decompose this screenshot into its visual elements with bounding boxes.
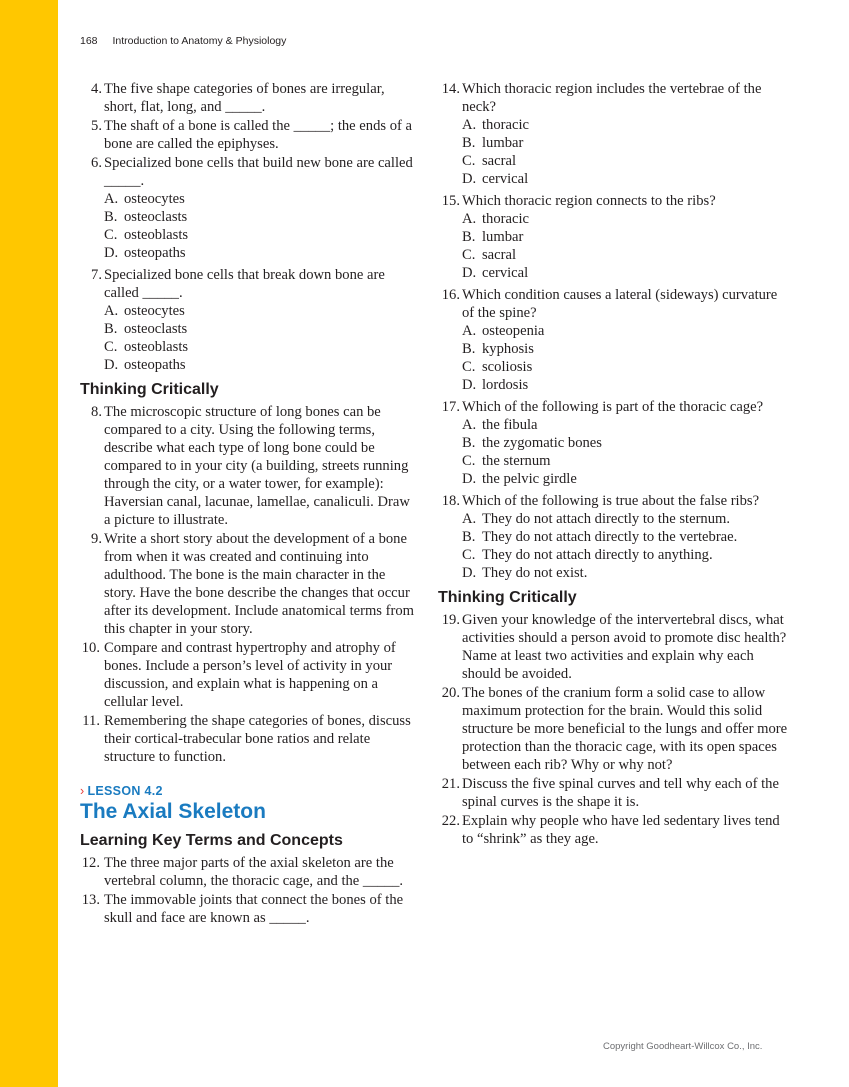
- lesson-title: The Axial Skeleton: [80, 800, 266, 823]
- option-letter: B.: [462, 341, 476, 357]
- option-b: [462, 134, 788, 152]
- question-text: The bones of the cranium form a solid case to allow maximum protection for the brain. Would this solid structure be more beneficial to the lungs and offer more protection than the thoracic cage, with its open spaces between each rib? Why or why not?: [462, 685, 788, 773]
- option-letter: A.: [104, 191, 119, 207]
- question-text: Remembering the shape categories of bones, discuss their cortical-trabecular bone ratios and relate structure to function.: [104, 713, 411, 765]
- option-text: thoracic: [482, 117, 529, 133]
- question-number: 22.: [441, 813, 460, 829]
- option-letter: D.: [462, 171, 477, 187]
- option-text: They do not attach directly to the sternum.: [482, 511, 731, 527]
- question-number: 14.: [441, 81, 460, 97]
- option-c: [462, 246, 788, 264]
- answer-options: [462, 322, 788, 394]
- question-16: [438, 286, 788, 394]
- option-letter: B.: [462, 435, 476, 451]
- option-text: sacral: [482, 153, 517, 169]
- option-letter: A.: [462, 511, 477, 527]
- question-7: [80, 266, 420, 374]
- question-number: 16.: [441, 287, 460, 303]
- question-17: [438, 398, 788, 488]
- question-text: Which of the following is part of the thoracic cage?: [462, 399, 764, 415]
- option-text: cervical: [482, 265, 529, 281]
- option-b: [462, 528, 788, 546]
- question-number: 6.: [91, 155, 102, 171]
- option-text: lumbar: [482, 135, 524, 151]
- question-15: [438, 192, 788, 282]
- question-text: The immovable joints that connect the bones of the skull and face are known as _____.: [104, 892, 404, 926]
- question-9: [80, 530, 420, 638]
- option-letter: C.: [462, 547, 476, 563]
- question-number: 11.: [82, 713, 100, 729]
- question-4: [80, 80, 420, 116]
- question-text: The microscopic structure of long bones can be compared to a city. Using the following terms, describe what each type of long bone could be compared to in your city (a building, streets running through the city, or a water tower, for example): Haversian canal, lacunae, lamellae, canaliculi. Draw a picture to illustrate.: [104, 404, 410, 528]
- question-5: [80, 117, 420, 153]
- question-number: 10.: [81, 640, 100, 656]
- question-6: [80, 154, 420, 262]
- option-text: osteopaths: [124, 357, 186, 373]
- question-number: 4.: [91, 81, 102, 97]
- copyright-footer: Copyright Goodheart-Willcox Co., Inc.: [603, 1041, 763, 1052]
- option-text: the sternum: [482, 453, 551, 469]
- option-c: [462, 452, 788, 470]
- option-text: scoliosis: [482, 359, 533, 375]
- option-text: osteocytes: [124, 303, 185, 319]
- option-d: [462, 564, 788, 582]
- option-letter: D.: [104, 357, 119, 373]
- option-letter: C.: [462, 247, 476, 263]
- question-22: [438, 812, 788, 848]
- option-text: They do not attach directly to the vertebrae.: [482, 529, 738, 545]
- option-a: [462, 210, 788, 228]
- option-a: [462, 416, 788, 434]
- option-letter: A.: [462, 117, 477, 133]
- option-text: osteopaths: [124, 245, 186, 261]
- chevron-right-icon: ›: [80, 784, 85, 798]
- question-number: 8.: [91, 404, 102, 420]
- option-d: [462, 170, 788, 188]
- option-letter: D.: [104, 245, 119, 261]
- question-12: [80, 854, 420, 890]
- option-d: [104, 356, 420, 374]
- option-letter: B.: [462, 529, 476, 545]
- option-b: [462, 434, 788, 452]
- question-11: [80, 712, 420, 766]
- question-number: 19.: [441, 612, 460, 628]
- question-number: 18.: [441, 493, 460, 509]
- question-20: [438, 684, 788, 774]
- option-b: [104, 208, 420, 226]
- option-text: lumbar: [482, 229, 524, 245]
- option-text: osteopenia: [482, 323, 545, 339]
- question-text: The shaft of a bone is called the _____; the ends of a bone are called the epiphyses.: [104, 118, 412, 152]
- question-text: The five shape categories of bones are irregular, short, flat, long, and _____.: [104, 81, 385, 115]
- option-text: the zygomatic bones: [482, 435, 602, 451]
- question-text: Compare and contrast hypertrophy and atrophy of bones. Include a person’s level of activity in your discussion, and explain what is happening on a cellular level.: [104, 640, 396, 710]
- question-text: Which of the following is true about the false ribs?: [462, 493, 760, 509]
- question-text: Given your knowledge of the intervertebral discs, what activities should a person avoid to promote disc health? Name at least two activities and explain why each should be avoided.: [462, 612, 787, 682]
- option-text: thoracic: [482, 211, 529, 227]
- right-column: [438, 80, 788, 849]
- question-number: 9.: [91, 531, 102, 547]
- answer-options: [462, 116, 788, 188]
- option-a: [462, 510, 788, 528]
- option-d: [104, 244, 420, 262]
- option-c: [462, 358, 788, 376]
- option-letter: D.: [462, 265, 477, 281]
- option-letter: C.: [104, 339, 118, 355]
- question-21: [438, 775, 788, 811]
- answer-options: [462, 210, 788, 282]
- option-text: cervical: [482, 171, 529, 187]
- left-column: [80, 80, 420, 928]
- question-number: 20.: [441, 685, 460, 701]
- option-d: [462, 376, 788, 394]
- option-text: osteoclasts: [124, 321, 188, 337]
- option-c: [104, 226, 420, 244]
- option-text: They do not attach directly to anything.: [482, 547, 713, 563]
- option-letter: A.: [104, 303, 119, 319]
- option-letter: C.: [462, 153, 476, 169]
- question-18: [438, 492, 788, 582]
- section-heading-thinking-critically-2: Thinking Critically: [438, 589, 577, 606]
- section-heading-thinking-critically: Thinking Critically: [80, 381, 219, 398]
- option-text: osteocytes: [124, 191, 185, 207]
- option-a: [104, 302, 420, 320]
- option-d: [462, 470, 788, 488]
- page-number: 168: [80, 35, 98, 47]
- lesson-tag: [80, 784, 420, 798]
- question-text: Which thoracic region connects to the ribs?: [462, 193, 716, 209]
- option-c: [462, 546, 788, 564]
- option-letter: C.: [104, 227, 118, 243]
- question-text: Which thoracic region includes the vertebrae of the neck?: [462, 81, 762, 115]
- lesson-number: LESSON 4.2: [87, 784, 163, 798]
- question-10: [80, 639, 420, 711]
- question-number: 5.: [91, 118, 102, 134]
- option-text: sacral: [482, 247, 517, 263]
- option-letter: D.: [462, 377, 477, 393]
- option-c: [462, 152, 788, 170]
- option-text: kyphosis: [482, 341, 534, 357]
- option-letter: B.: [104, 209, 118, 225]
- answer-options: [462, 510, 788, 582]
- question-number: 7.: [91, 267, 102, 283]
- question-13: [80, 891, 420, 927]
- question-number: 21.: [441, 776, 460, 792]
- option-d: [462, 264, 788, 282]
- answer-options: [104, 190, 420, 262]
- running-header: [80, 35, 286, 47]
- option-letter: B.: [462, 229, 476, 245]
- option-letter: A.: [462, 211, 477, 227]
- question-text: Write a short story about the development of a bone from when it was created and continuing into adulthood. The bone is the main character in the story. Have the bone describe the changes that occur after its development. Include anatomical terms from this chapter in your story.: [104, 531, 415, 637]
- option-b: [462, 228, 788, 246]
- question-text: Specialized bone cells that break down bone are called _____.: [104, 267, 385, 301]
- question-number: 13.: [81, 892, 100, 908]
- option-letter: D.: [462, 471, 477, 487]
- option-text: the pelvic girdle: [482, 471, 577, 487]
- answer-options: [462, 416, 788, 488]
- question-number: 15.: [441, 193, 460, 209]
- option-a: [462, 116, 788, 134]
- question-number: 12.: [81, 855, 100, 871]
- question-text: The three major parts of the axial skeleton are the vertebral column, the thoracic cage, and the _____.: [104, 855, 404, 889]
- book-title: Introduction to Anatomy & Physiology: [112, 35, 287, 47]
- option-b: [462, 340, 788, 358]
- question-19: [438, 611, 788, 683]
- option-letter: B.: [462, 135, 476, 151]
- section-heading-key-terms: Learning Key Terms and Concepts: [80, 832, 343, 849]
- option-b: [104, 320, 420, 338]
- option-text: osteoblasts: [124, 227, 189, 243]
- option-letter: B.: [104, 321, 118, 337]
- question-text: Discuss the five spinal curves and tell why each of the spinal curves is the shape it is.: [462, 776, 779, 810]
- question-text: Which condition causes a lateral (sideways) curvature of the spine?: [462, 287, 778, 321]
- answer-options: [104, 302, 420, 374]
- question-text: Explain why people who have led sedentary lives tend to “shrink” as they age.: [462, 813, 780, 847]
- question-text: Specialized bone cells that build new bone are called _____.: [104, 155, 413, 189]
- option-letter: C.: [462, 359, 476, 375]
- option-letter: A.: [462, 417, 477, 433]
- question-8: [80, 403, 420, 529]
- option-a: [104, 190, 420, 208]
- option-letter: A.: [462, 323, 477, 339]
- option-text: lordosis: [482, 377, 529, 393]
- option-letter: D.: [462, 565, 477, 581]
- option-text: They do not exist.: [482, 565, 588, 581]
- option-a: [462, 322, 788, 340]
- question-number: 17.: [441, 399, 460, 415]
- option-c: [104, 338, 420, 356]
- option-text: osteoblasts: [124, 339, 189, 355]
- yellow-margin-band: [0, 0, 58, 1087]
- option-text: osteoclasts: [124, 209, 188, 225]
- option-text: the fibula: [482, 417, 538, 433]
- question-14: [438, 80, 788, 188]
- option-letter: C.: [462, 453, 476, 469]
